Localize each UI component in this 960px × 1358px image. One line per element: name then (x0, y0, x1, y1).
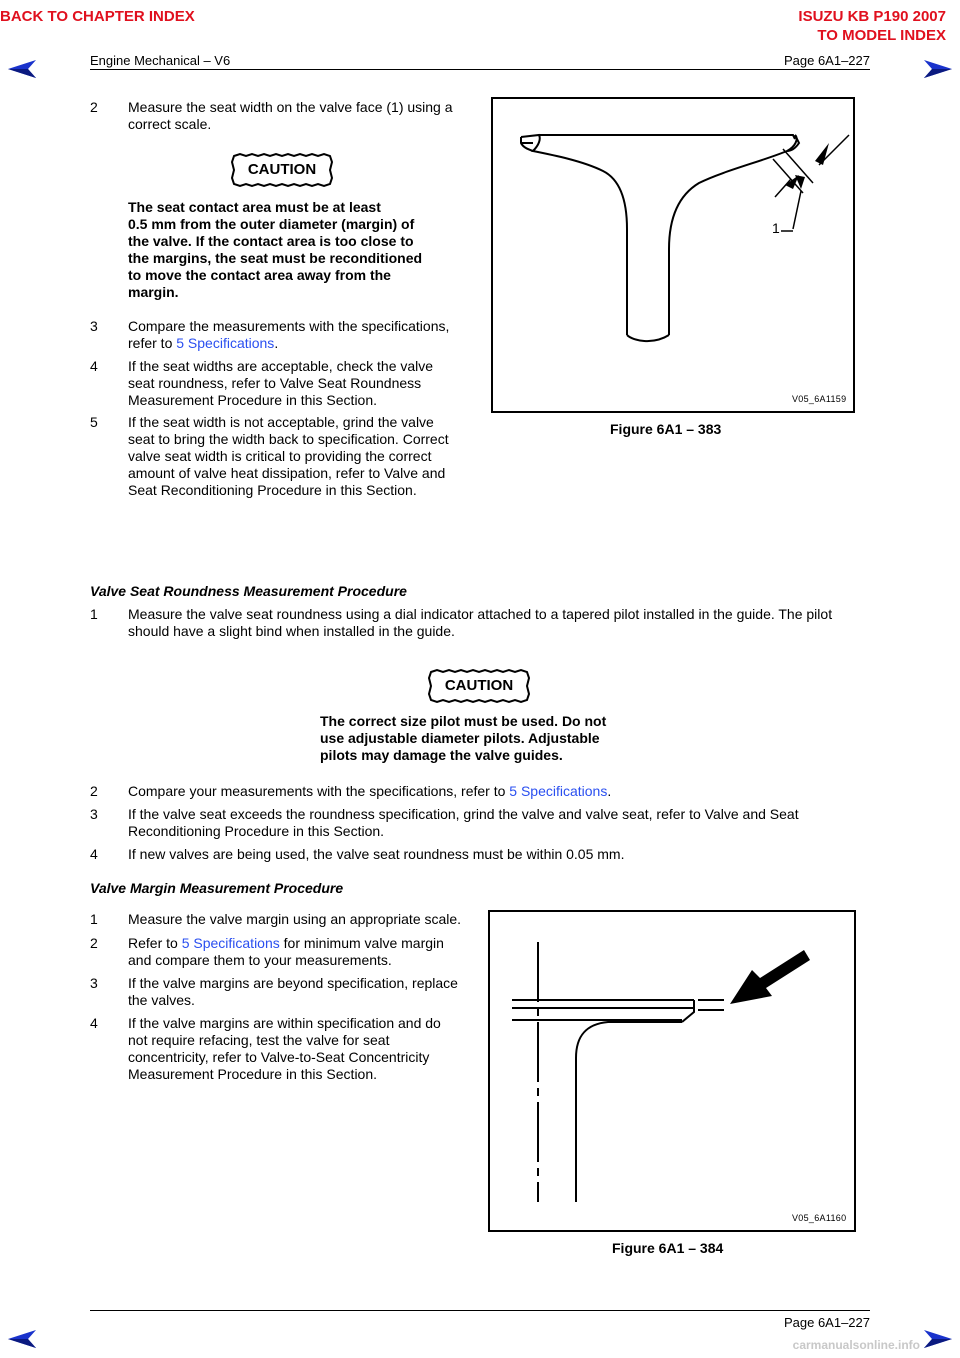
step-text-line: If the seat width is not acceptable, grind the valve (128, 414, 434, 430)
step-text-line: correct scale. (128, 116, 212, 132)
step-number: 1 (90, 606, 98, 622)
caution-line: the margins, the seat must be reconditioned (128, 250, 423, 266)
caution-line: the valve. If the contact area is too close to (128, 233, 414, 249)
step-number: 3 (90, 975, 98, 991)
step-text-fragment: refer to (128, 335, 177, 351)
step-number: 5 (90, 414, 98, 430)
caution-line: The seat contact area must be at least (128, 199, 381, 215)
figure-valve-seat-width (491, 97, 855, 413)
footer-watermark: carmanualsonline.info (792, 1338, 920, 1352)
footer-page-number: Page 6A1–227 (783, 1315, 870, 1330)
step-text-fragment: Compare your measurements with the specifications, refer to (128, 783, 510, 799)
header-section-title: Engine Mechanical – V6 (90, 53, 231, 68)
caution-line: margin. (128, 284, 179, 300)
step-number: 3 (90, 318, 98, 334)
caution-line: to move the contact area away from the (128, 267, 391, 283)
step-text-line: Measure the seat width on the valve face (1) using a (128, 99, 453, 115)
step-text-line: If the valve margins are beyond specification, replace (128, 975, 458, 991)
step-text-line: If the valve margins are within specification and do (128, 1015, 441, 1031)
specifications-link[interactable]: 5 Specifications (181, 935, 280, 951)
footer-rule (90, 1310, 870, 1311)
step-text-line (128, 935, 478, 952)
step-text-line: the valves. (128, 992, 195, 1008)
caution-line: use adjustable diameter pilots. Adjustable (320, 730, 600, 746)
caution-line: pilots may damage the valve guides. (320, 747, 563, 763)
step-text-line: and compare them to your measurements. (128, 952, 392, 968)
next-page-arrow-icon[interactable] (920, 1328, 954, 1350)
step-text-line: Measure the valve seat roundness using a dial indicator attached to a tapered pilot installed in the guide. The pilot (128, 606, 833, 622)
specifications-link[interactable]: 5 Specifications (509, 783, 608, 799)
step-text-fragment: . (274, 335, 279, 351)
step-text-line: concentricity, refer to Valve-to-Seat Concentricity (128, 1049, 430, 1065)
previous-page-arrow-icon[interactable] (6, 58, 40, 80)
step-text-line: seat roundness, refer to Valve Seat Roundness (128, 375, 422, 391)
step-text-line: If new valves are being used, the valve seat roundness must be within 0.05 mm. (128, 846, 625, 862)
caution-line: 0.5 mm from the outer diameter (margin) of (128, 216, 415, 232)
step-text-fragment: Refer to (128, 935, 182, 951)
header-rule (90, 69, 870, 70)
step-text-line: Measurement Procedure in this Section. (128, 392, 378, 408)
step-text-line: amount of valve heat dissipation, refer to Valve and (128, 465, 446, 481)
step-text-line: should have a slight bind when installed in the guide. (128, 623, 455, 639)
step-text-line: not require refacing, test the valve for seat (128, 1032, 390, 1048)
step-text-fragment: for minimum valve margin (279, 935, 444, 951)
step-text-line: Seat Reconditioning Procedure in this Section. (128, 482, 417, 498)
caution-label: CAUTION (444, 677, 514, 694)
step-text-line (128, 335, 478, 352)
caution-text-1 (128, 199, 440, 301)
step-number: 4 (90, 846, 98, 862)
step-text-line: If the seat widths are acceptable, check the valve (128, 358, 434, 374)
figure-valve-margin (488, 910, 856, 1232)
valve-seat-drawing (493, 99, 853, 411)
step-text-line: Compare the measurements with the specifications, (128, 318, 450, 334)
valve-margin-drawing (490, 912, 854, 1230)
specifications-link[interactable]: 5 Specifications (176, 335, 275, 351)
step-text-line: valve seat width is critical to providing the correct (128, 448, 432, 464)
step-number: 3 (90, 806, 98, 822)
step-text-line: Measurement Procedure in this Section. (128, 1066, 378, 1082)
figure-caption: Figure 6A1 – 383 (610, 421, 722, 437)
caution-text-2 (320, 713, 640, 764)
step-text-line: Measure the valve margin using an appropriate scale. (128, 911, 462, 927)
next-page-arrow-icon[interactable] (920, 58, 954, 80)
step-number: 2 (90, 935, 98, 951)
step-text-fragment: . (607, 783, 612, 799)
header-page-number: Page 6A1–227 (783, 53, 870, 68)
figure-callout-1: 1 (772, 220, 780, 236)
back-to-chapter-index-link[interactable]: BACK TO CHAPTER INDEX (0, 8, 195, 25)
to-model-index-link[interactable]: TO MODEL INDEX (817, 27, 946, 44)
step-text-line: If the valve seat exceeds the roundness specification, grind the valve and valve seat, refer to Valve and Seat (128, 806, 799, 822)
figure-code: V05_6A1159 (792, 394, 847, 404)
figure-code: V05_6A1160 (792, 1213, 847, 1223)
section-heading: Valve Margin Measurement Procedure (90, 880, 344, 896)
figure-caption: Figure 6A1 – 384 (612, 1240, 724, 1256)
step-number: 4 (90, 1015, 98, 1031)
step-number: 2 (90, 99, 98, 115)
section-heading: Valve Seat Roundness Measurement Procedure (90, 583, 407, 599)
previous-page-arrow-icon[interactable] (6, 1328, 40, 1350)
step-text-line: Reconditioning Procedure in this Section. (128, 823, 385, 839)
step-text-line: seat to bring the width back to specification. Correct (128, 431, 449, 447)
step-number: 2 (90, 783, 98, 799)
step-number: 1 (90, 911, 98, 927)
caution-label: CAUTION (247, 161, 317, 178)
caution-line: The correct size pilot must be used. Do not (320, 713, 607, 729)
step-number: 4 (90, 358, 98, 374)
model-title: ISUZU KB P190 2007 (798, 8, 946, 25)
